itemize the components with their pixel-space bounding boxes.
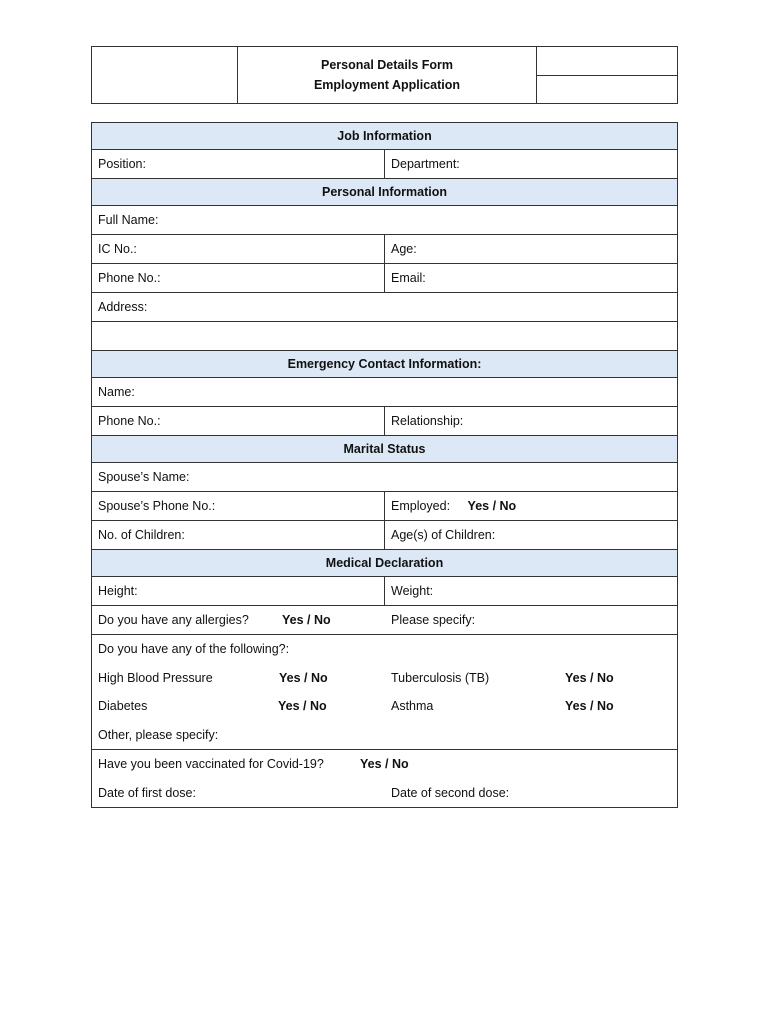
tb-yes-no[interactable]: Yes / No (565, 670, 614, 685)
height-field[interactable]: Height: (92, 577, 385, 605)
row-address (92, 293, 677, 322)
covid-line (92, 750, 677, 779)
conditions-line-2 (92, 692, 677, 721)
children-ages-field[interactable]: Age(s) of Children: (391, 528, 496, 542)
header-info-cell-bottom (537, 76, 677, 104)
conditions-header-line (92, 635, 677, 664)
address-field-line2[interactable] (92, 322, 677, 350)
header-info-cell-top (537, 47, 677, 76)
age-field[interactable]: Age: (391, 242, 417, 256)
asthma-yes-no[interactable]: Yes / No (565, 699, 614, 713)
asthma-label: Asthma (391, 699, 434, 713)
row-children (92, 521, 677, 550)
employed-label: Employed: (391, 499, 451, 513)
dose-line (92, 779, 677, 808)
employed-yes-no[interactable]: Yes / No (467, 499, 517, 513)
full-name-field[interactable]: Full Name: (98, 213, 159, 227)
allergies-field[interactable] (92, 606, 385, 634)
spouse-phone-field[interactable]: Spouse’s Phone No.: (92, 492, 385, 520)
details-form (91, 122, 678, 808)
ic-no-field[interactable]: IC No.: (92, 235, 385, 263)
row-phone-email (92, 264, 677, 293)
covid-block (92, 750, 677, 807)
header-logo-cell (92, 47, 238, 103)
row-allergies (92, 606, 677, 635)
header-title-cell (238, 47, 537, 103)
email-field[interactable]: Email: (391, 271, 426, 285)
row-spouse-name (92, 463, 677, 492)
row-ic-age (92, 235, 677, 264)
row-ec-phone-relationship (92, 407, 677, 436)
allergies-label: Do you have any allergies? (98, 613, 249, 627)
allergies-specify-field[interactable]: Please specify: (391, 613, 476, 627)
section-medical-declaration: Medical Declaration (92, 550, 677, 577)
section-marital-status: Marital Status (92, 436, 677, 463)
first-dose-field[interactable]: Date of first dose: (98, 785, 196, 800)
section-job-information: Job Information (92, 123, 677, 150)
form-header (91, 46, 678, 104)
tb-label: Tuberculosis (TB) (391, 670, 490, 685)
allergies-yes-no[interactable]: Yes / No (282, 613, 331, 627)
hbp-yes-no[interactable]: Yes / No (279, 670, 328, 685)
weight-field[interactable]: Weight: (391, 584, 434, 598)
row-height-weight (92, 577, 677, 606)
address-field[interactable]: Address: (98, 300, 148, 314)
other-specify-field[interactable]: Other, please specify: (98, 727, 219, 742)
conditions-line-1 (92, 664, 677, 693)
form-subtitle: Employment Application (313, 78, 461, 92)
section-personal-information: Personal Information (92, 179, 677, 206)
employed-field[interactable] (385, 492, 677, 520)
form-title: Personal Details Form (321, 58, 453, 72)
phone-field[interactable]: Phone No.: (92, 264, 385, 292)
conditions-label: Do you have any of the following?: (98, 642, 290, 656)
hbp-label: High Blood Pressure (98, 670, 213, 685)
row-position-department (92, 150, 677, 179)
children-count-field[interactable]: No. of Children: (92, 521, 385, 549)
row-full-name (92, 206, 677, 235)
row-ec-name (92, 378, 677, 407)
row-spouse-phone-employed (92, 492, 677, 521)
spouse-name-field[interactable]: Spouse’s Name: (98, 470, 190, 484)
relationship-field[interactable]: Relationship: (391, 414, 464, 428)
diabetes-label: Diabetes (98, 699, 148, 713)
ec-name-field[interactable]: Name: (98, 385, 135, 399)
row-address-continued (92, 322, 677, 351)
ec-phone-field[interactable]: Phone No.: (92, 407, 385, 435)
diabetes-yes-no[interactable]: Yes / No (278, 699, 327, 713)
header-info-cells (537, 47, 677, 103)
conditions-other-line (92, 721, 677, 750)
covid-yes-no[interactable]: Yes / No (360, 757, 409, 771)
conditions-block (92, 635, 677, 750)
second-dose-field[interactable]: Date of second dose: (391, 785, 510, 800)
department-field[interactable]: Department: (391, 157, 460, 171)
covid-label: Have you been vaccinated for Covid-19? (98, 757, 324, 771)
position-field[interactable]: Position: (92, 150, 385, 178)
section-emergency-contact: Emergency Contact Information: (92, 351, 677, 378)
